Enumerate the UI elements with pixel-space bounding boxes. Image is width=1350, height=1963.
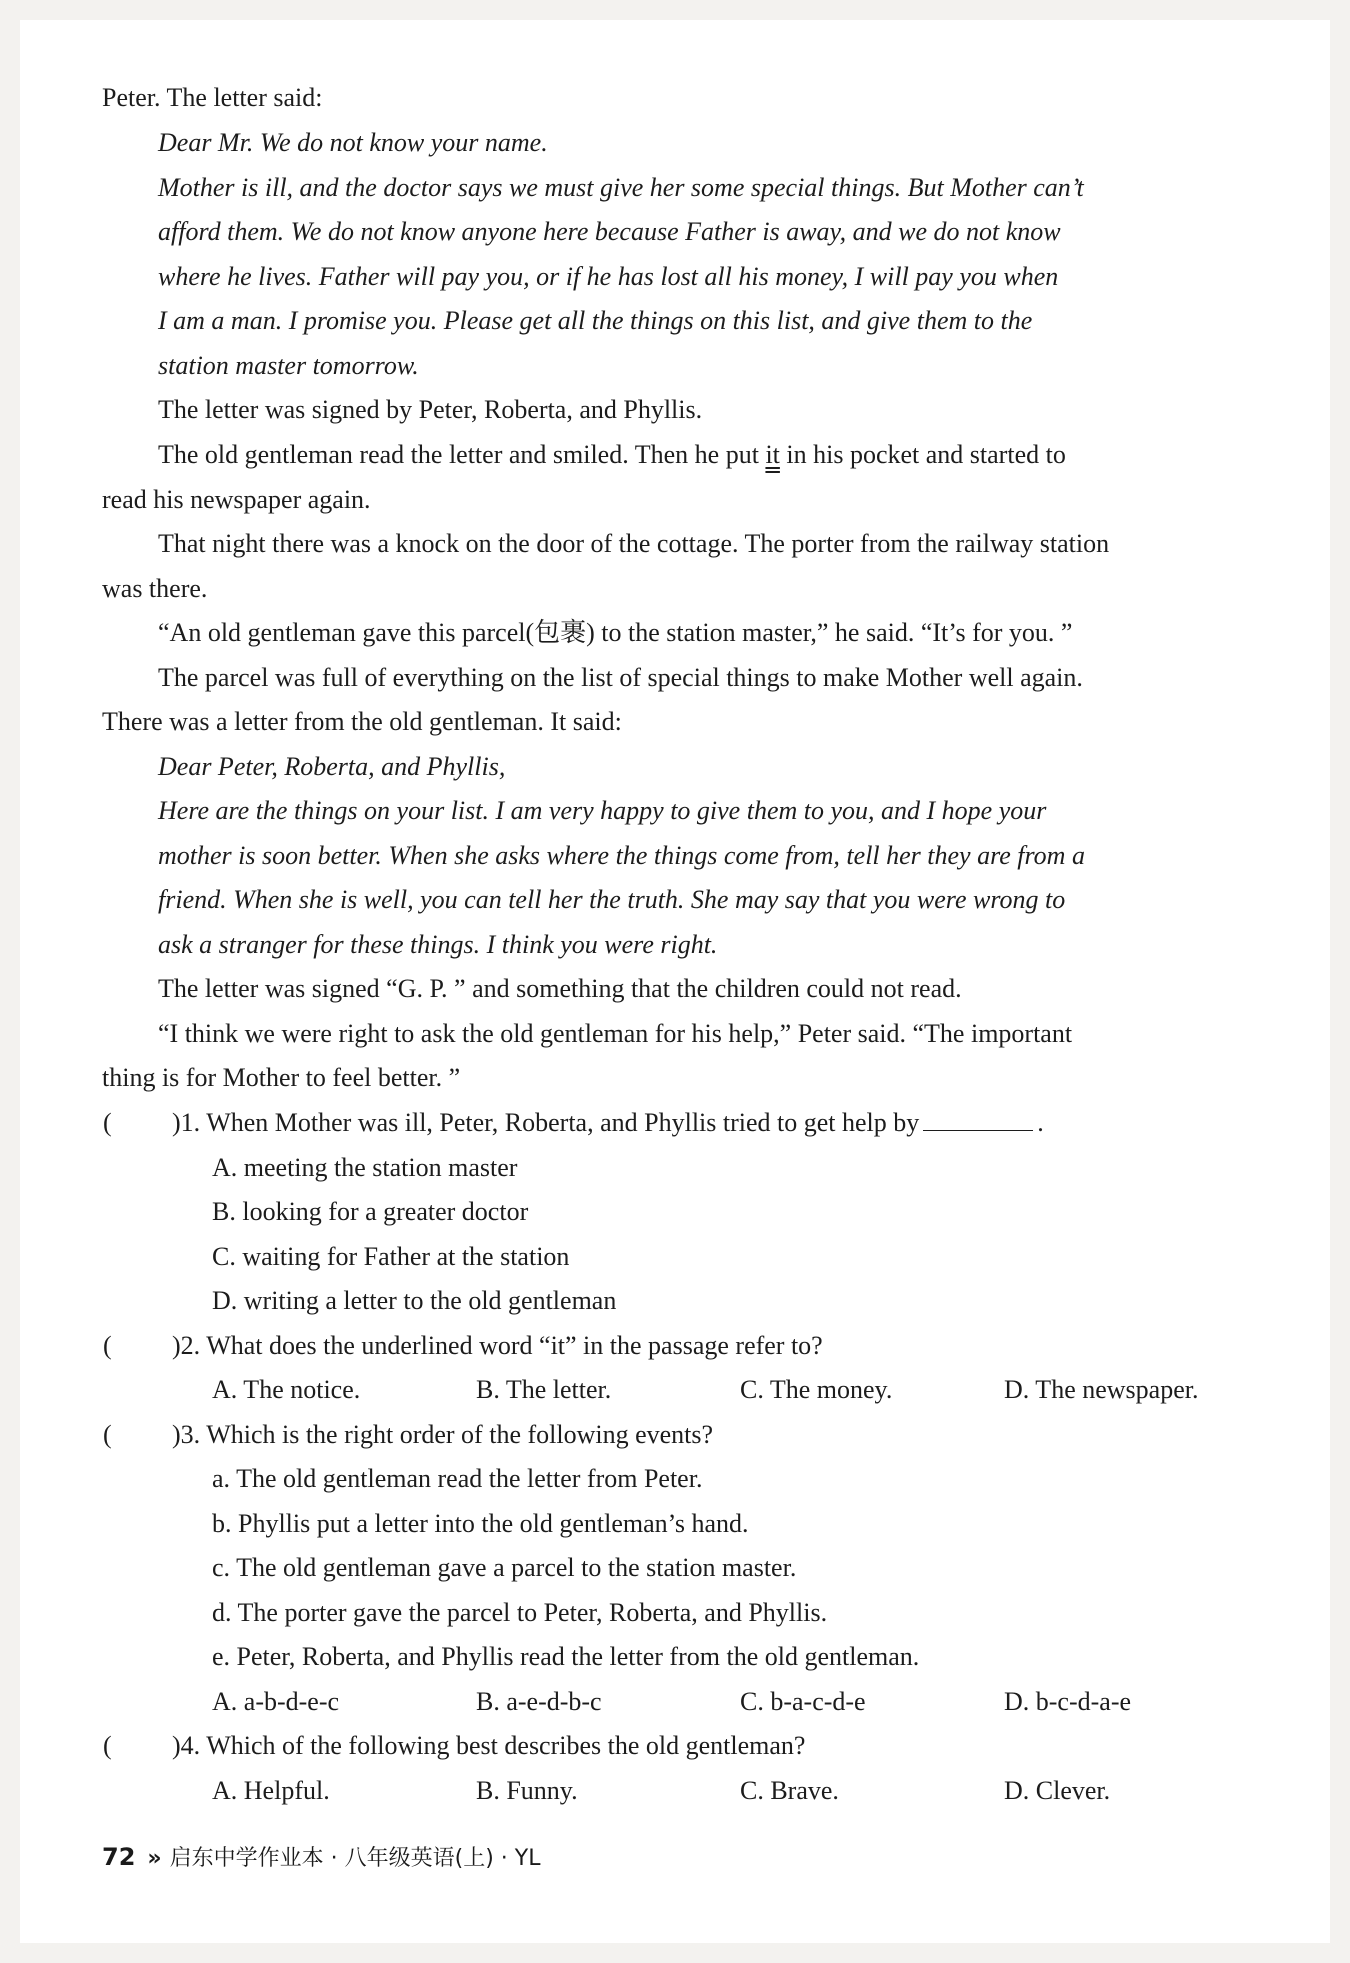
underlined-word: it <box>765 440 780 469</box>
answer-paren[interactable]: ( <box>103 1331 112 1360</box>
page-number: 72 <box>102 1843 136 1871</box>
passage-line: The letter was signed “G. P. ” and something that the children could not read. <box>158 974 962 1003</box>
letter-line: Dear Mr. We do not know your name. <box>158 128 548 157</box>
answer-blank[interactable] <box>923 1108 1033 1131</box>
q4-option-b[interactable]: B. Funny. <box>476 1776 578 1805</box>
letter-line: Here are the things on your list. I am very happy to give them to you, and I hope your <box>158 796 1047 825</box>
letter-line: I am a man. I promise you. Please get all the things on this list, and give them to the <box>158 306 1033 335</box>
question-3-stem: )3. Which is the right order of the following events? <box>172 1420 714 1449</box>
q3-option-d[interactable]: D. b-c-d-a-e <box>1004 1687 1132 1716</box>
letter-line: where he lives. Father will pay you, or if he has lost all his money, I will pay you when <box>158 262 1059 291</box>
q3-event-b: b. Phyllis put a letter into the old gentleman’s hand. <box>212 1509 749 1538</box>
letter-line: Dear Peter, Roberta, and Phyllis, <box>158 752 506 781</box>
passage-line: “I think we were right to ask the old gentleman for his help,” Peter said. “The important <box>158 1019 1073 1048</box>
letter-line: friend. When she is well, you can tell her the truth. She may say that you were wrong to <box>158 885 1066 914</box>
passage-line: That night there was a knock on the door of the cottage. The porter from the railway station <box>158 529 1110 558</box>
q2-option-d[interactable]: D. The newspaper. <box>1004 1375 1199 1404</box>
double-chevron-icon: » <box>147 1846 162 1871</box>
q4-option-d[interactable]: D. Clever. <box>1004 1776 1111 1805</box>
q1-option-b[interactable]: B. looking for a greater doctor <box>212 1197 529 1226</box>
q3-event-c: c. The old gentleman gave a parcel to the station master. <box>212 1553 797 1582</box>
q3-option-a[interactable]: A. a-b-d-e-c <box>212 1687 340 1716</box>
q4-option-a[interactable]: A. Helpful. <box>212 1776 330 1805</box>
page-footer <box>102 1842 540 1874</box>
q4-option-c[interactable]: C. Brave. <box>740 1776 839 1805</box>
q1-option-a[interactable]: A. meeting the station master <box>212 1153 518 1182</box>
book-title: 启东中学作业本 · 八年级英语(上) · YL <box>169 1846 541 1871</box>
passage-line: read his newspaper again. <box>102 485 371 514</box>
passage-line: The letter was signed by Peter, Roberta, and Phyllis. <box>158 395 703 424</box>
passage-line: was there. <box>102 574 208 603</box>
q2-option-c[interactable]: C. The money. <box>740 1375 893 1404</box>
letter-line: station master tomorrow. <box>158 351 419 380</box>
q2-option-b[interactable]: B. The letter. <box>476 1375 612 1404</box>
question-4-stem: )4. Which of the following best describes the old gentleman? <box>172 1731 806 1760</box>
passage-line: “An old gentleman gave this parcel(包裹) to the station master,” he said. “It’s for you. ” <box>158 618 1073 647</box>
passage-line: thing is for Mother to feel better. ” <box>102 1063 461 1092</box>
passage-line: There was a letter from the old gentleman. It said: <box>102 707 622 736</box>
q1-option-c[interactable]: C. waiting for Father at the station <box>212 1242 570 1271</box>
q3-event-d: d. The porter gave the parcel to Peter, Roberta, and Phyllis. <box>212 1598 828 1627</box>
q3-event-e: e. Peter, Roberta, and Phyllis read the letter from the old gentleman. <box>212 1642 920 1671</box>
letter-line: Mother is ill, and the doctor says we must give her some special things. But Mother can’t <box>158 173 1084 202</box>
q1-option-d[interactable]: D. writing a letter to the old gentleman <box>212 1286 617 1315</box>
q3-option-c[interactable]: C. b-a-c-d-e <box>740 1687 866 1716</box>
answer-paren[interactable]: ( <box>103 1420 112 1449</box>
q3-option-b[interactable]: B. a-e-d-b-c <box>476 1687 602 1716</box>
question-2-stem: )2. What does the underlined word “it” in the passage refer to? <box>172 1331 823 1360</box>
passage-line: The old gentleman read the letter and smiled. Then he put it in his pocket and started to <box>158 440 1066 469</box>
question-1-stem: )1. When Mother was ill, Peter, Roberta, and Phyllis tried to get help by . <box>172 1108 1044 1137</box>
letter-line: ask a stranger for these things. I think you were right. <box>158 930 718 959</box>
q2-option-a[interactable]: A. The notice. <box>212 1375 361 1404</box>
answer-paren[interactable]: ( <box>103 1108 112 1137</box>
q3-event-a: a. The old gentleman read the letter from Peter. <box>212 1464 703 1493</box>
letter-line: afford them. We do not know anyone here because Father is away, and we do not know <box>158 217 1061 246</box>
answer-paren[interactable]: ( <box>103 1731 112 1760</box>
passage-line: The parcel was full of everything on the list of special things to make Mother well again. <box>158 663 1083 692</box>
passage-line: Peter. The letter said: <box>102 83 323 112</box>
letter-line: mother is soon better. When she asks where the things come from, tell her they are from a <box>158 841 1085 870</box>
